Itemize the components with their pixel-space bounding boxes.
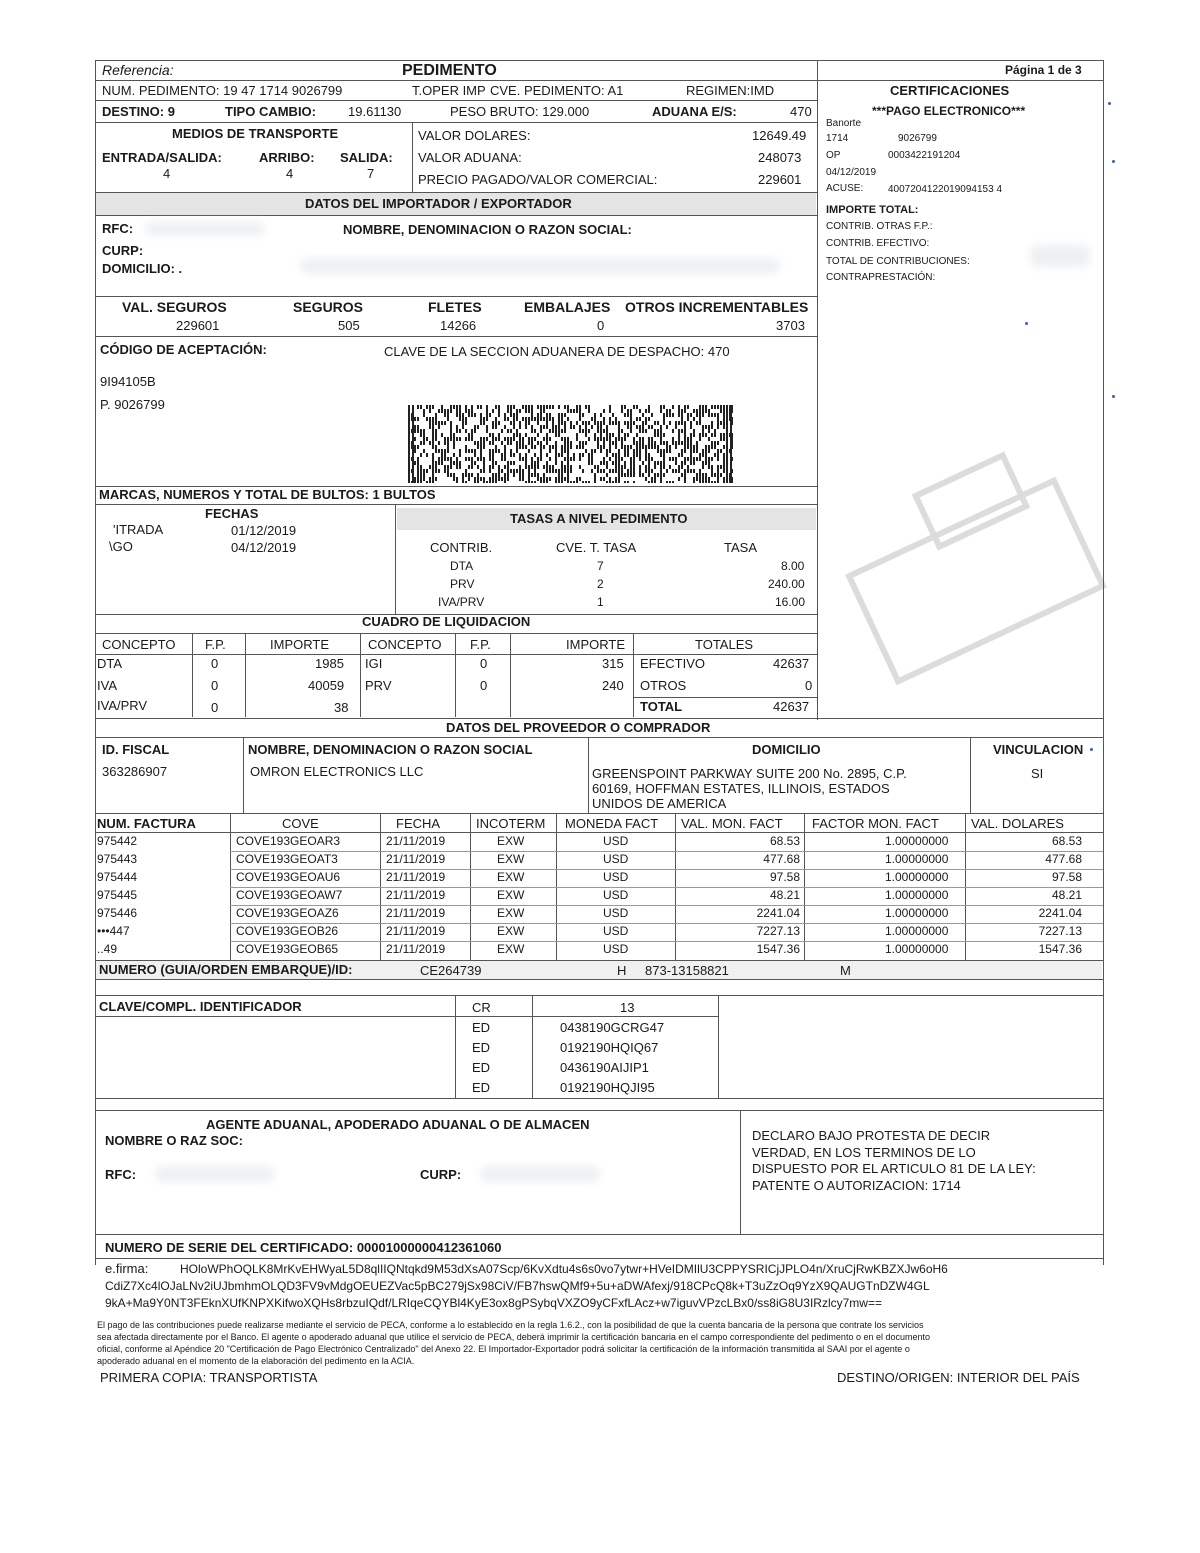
line xyxy=(95,832,1103,833)
liq-concepto-iva: IVA xyxy=(97,678,117,693)
fact-header-val-dol: VAL. DOLARES xyxy=(971,816,1064,831)
factura-cell: EXW xyxy=(497,888,525,902)
factura-cell: COVE193GEOAU6 xyxy=(236,870,341,884)
fecha-entrada-label: 'ITRADA xyxy=(113,522,164,537)
inc-embalajes: 0 xyxy=(597,318,605,333)
line xyxy=(95,654,817,655)
inc-header-seguros: SEGUROS xyxy=(293,299,364,315)
declaro-line-2: VERDAD, EN LOS TERMINOS DE LO xyxy=(752,1145,976,1160)
factura-cell: 477.68 xyxy=(763,852,800,866)
pago-electronico: ***PAGO ELECTRONICO*** xyxy=(872,104,1026,118)
fecha-entrada: 01/12/2019 xyxy=(231,523,297,538)
line xyxy=(740,1110,741,1234)
liq-fp-iva: 0 xyxy=(211,678,219,693)
liquidacion-title: CUADRO DE LIQUIDACION xyxy=(362,614,531,629)
clave-seccion: CLAVE DE LA SECCION ADUANERA DE DESPACHO: 470 xyxy=(384,344,730,359)
line xyxy=(970,737,971,813)
identificador-complemento: 13 xyxy=(620,1000,635,1015)
factura-cell: 975445 xyxy=(97,888,138,902)
factura-cell: EXW xyxy=(497,906,525,920)
frame-left xyxy=(95,60,96,1265)
aduana: 470 xyxy=(790,104,812,119)
declaro-line-1: DECLARO BAJO PROTESTA DE DECIR xyxy=(752,1128,991,1143)
line xyxy=(95,1098,1103,1099)
barcode-2d xyxy=(408,405,733,483)
line xyxy=(245,633,246,717)
factura-cell: 7227.13 xyxy=(1038,924,1082,938)
identificador-label: CLAVE/COMPL. IDENTIFICADOR xyxy=(99,999,302,1014)
nota-line-2: sea afectada directamente por el Banco. El agente o apoderado aduanal que utilice el servicio de PECA, deberá imprimir la certificación bancaria en el campo correspondiente del pedimento o en el documento xyxy=(97,1332,931,1342)
aduana-label: ADUANA E/S: xyxy=(652,104,737,119)
entrada-salida-label: ENTRADA/SALIDA: xyxy=(102,150,222,165)
scan-dot xyxy=(1112,395,1115,398)
factura-cell: ..49 xyxy=(97,942,118,956)
entrada-value: 4 xyxy=(163,166,171,181)
rfc-label: RFC: xyxy=(102,221,134,236)
total-otros: 0 xyxy=(805,678,813,693)
factura-cell: 21/11/2019 xyxy=(386,906,446,920)
tasas-header-cve: CVE. T. TASA xyxy=(556,540,637,555)
factura-cell: USD xyxy=(603,942,629,956)
factura-cell: COVE193GEOAZ6 xyxy=(236,906,339,920)
proveedor-domicilio-2: 60169, HOFFMAN ESTATES, ILLINOIS, ESTADOS xyxy=(592,781,890,796)
factura-cell: 68.53 xyxy=(1051,834,1082,848)
fact-header-num: NUM. FACTURA xyxy=(97,816,196,831)
factura-cell: 1.00000000 xyxy=(885,888,949,902)
importe-total-label: IMPORTE TOTAL: xyxy=(826,204,919,216)
liq-fp-iva-prv: 0 xyxy=(211,700,219,715)
redacted-rfc-agente xyxy=(155,1166,275,1182)
factura-cell: USD xyxy=(603,870,629,884)
row-line xyxy=(230,851,1103,852)
liq-header-concepto-2: CONCEPTO xyxy=(368,637,442,652)
liq-importe-igi: 315 xyxy=(602,656,624,671)
inc-header-embalajes: EMBALAJES xyxy=(524,299,611,315)
peso-bruto: PESO BRUTO: 129.000 xyxy=(450,104,590,119)
factura-cell: 21/11/2019 xyxy=(386,942,446,956)
tipo-cambio: 19.61130 xyxy=(348,104,402,119)
liq-header-concepto: CONCEPTO xyxy=(102,637,176,652)
inc-header-otros: OTROS INCREMENTABLES xyxy=(625,299,809,315)
factura-cell: 1.00000000 xyxy=(885,942,949,956)
tasa-dta-cve: 7 xyxy=(597,559,604,573)
inc-header-val-seguros: VAL. SEGUROS xyxy=(122,299,227,315)
nota-line-1: El pago de las contribuciones puede realizarse mediante el servicio de PECA, conforme a lo establecido en la regla 1.6.2., con la posibilidad de que la cuenta bancaria de la persona que contrate los servicios xyxy=(97,1320,924,1330)
frame-right xyxy=(1103,60,1104,1265)
agente-nombre-label: NOMBRE O RAZ SOC: xyxy=(105,1133,243,1148)
factura-cell: 21/11/2019 xyxy=(386,852,446,866)
factura-cell: USD xyxy=(603,888,629,902)
total-efectivo: 42637 xyxy=(773,656,810,671)
tasa-dta: DTA xyxy=(450,559,474,573)
row-line xyxy=(230,941,1103,942)
line xyxy=(95,1234,1103,1235)
liq-header-fp-2: F.P. xyxy=(470,637,491,652)
redacted-domicilio xyxy=(300,258,780,274)
fact-header-val-mon: VAL. MON. FACT xyxy=(681,816,783,831)
liq-importe-iva-prv: 38 xyxy=(334,700,349,715)
liq-header-fp: F.P. xyxy=(205,637,226,652)
scan-dot xyxy=(1090,748,1093,751)
liq-fp-dta: 0 xyxy=(211,656,219,671)
tipo-cambio-label: TIPO CAMBIO: xyxy=(225,104,316,119)
fact-header-incoterm: INCOTERM xyxy=(476,816,546,831)
liq-importe-dta: 1985 xyxy=(315,656,344,671)
factura-cell: COVE193GEOAR3 xyxy=(236,834,341,848)
codigo-aceptacion-label: CÓDIGO DE ACEPTACIÓN: xyxy=(100,342,267,357)
fact-header-cove: COVE xyxy=(282,816,319,831)
certificaciones-title: CERTIFICACIONES xyxy=(890,83,1010,98)
fecha-pago: 04/12/2019 xyxy=(231,540,297,555)
num-pedimento: NUM. PEDIMENTO: 19 47 1714 9026799 xyxy=(102,83,343,98)
liq-header-totales: TOTALES xyxy=(695,637,754,652)
op-label: OP xyxy=(826,150,841,161)
identificador-clave: ED xyxy=(472,1060,491,1075)
factura-cell: 1547.36 xyxy=(1038,942,1082,956)
precio-pagado-label: PRECIO PAGADO/VALOR COMERCIAL: xyxy=(418,172,658,187)
valor-aduana-label: VALOR ADUANA: xyxy=(418,150,522,165)
valor-aduana: 248073 xyxy=(758,150,802,165)
factura-cell: •••447 xyxy=(97,924,130,938)
proveedor-title: DATOS DEL PROVEEDOR O COMPRADOR xyxy=(446,720,711,735)
cve-pedimento: CVE. PEDIMENTO: A1 xyxy=(490,83,624,98)
liq-concepto-igi: IGI xyxy=(365,656,383,671)
importador-title: DATOS DEL IMPORTADOR / EXPORTADOR xyxy=(305,196,572,211)
factura-cell: EXW xyxy=(497,834,525,848)
contrib-efectivo-label: CONTRIB. EFECTIVO: xyxy=(826,238,930,249)
factura-cell: 975443 xyxy=(97,852,138,866)
factura-cell: 975446 xyxy=(97,906,138,920)
destino-origen: DESTINO/ORIGEN: INTERIOR DEL PAÍS xyxy=(837,1370,1080,1385)
line xyxy=(95,296,817,297)
line xyxy=(633,697,817,698)
contraprestacion-label: CONTRAPRESTACIÓN: xyxy=(826,272,936,283)
proveedor-domicilio-label: DOMICILIO xyxy=(752,742,821,757)
line xyxy=(95,813,1103,814)
line xyxy=(95,979,1103,980)
factura-cell: 477.68 xyxy=(1045,852,1082,866)
tasa-prv-cve: 2 xyxy=(597,577,604,591)
regimen: REGIMEN:IMD xyxy=(686,83,775,98)
factura-cell: 48.21 xyxy=(1051,888,1082,902)
redacted-curp xyxy=(480,1166,600,1182)
factura-cell: USD xyxy=(603,852,629,866)
vinculacion: SI xyxy=(1031,766,1044,781)
tasas-header-contrib: CONTRIB. xyxy=(430,540,493,555)
factura-cell: EXW xyxy=(497,924,525,938)
proveedor-id: 363286907 xyxy=(102,764,168,779)
fact-header-fecha: FECHA xyxy=(396,816,441,831)
marcas-bultos: MARCAS, NUMEROS Y TOTAL DE BULTOS: 1 BULTOS xyxy=(99,487,436,502)
proveedor-domicilio-1: GREENSPOINT PARKWAY SUITE 200 No. 2895, C.P. xyxy=(592,766,907,781)
identificador-clave: CR xyxy=(472,1000,491,1015)
tasas-title: TASAS A NIVEL PEDIMENTO xyxy=(510,511,688,526)
liq-header-importe: IMPORTE xyxy=(270,637,329,652)
line xyxy=(95,80,1103,81)
fechas-title: FECHAS xyxy=(205,506,259,521)
factura-cell: 2241.04 xyxy=(756,906,800,920)
proveedor-nombre: OMRON ELECTRONICS LLC xyxy=(250,764,424,779)
banco: Banorte xyxy=(826,118,862,129)
factura-cell: USD xyxy=(603,906,629,920)
identificador-clave: ED xyxy=(472,1040,491,1055)
curp-label: CURP: xyxy=(102,243,144,258)
line xyxy=(95,633,817,634)
line xyxy=(95,1258,1103,1259)
tasa-prv-value: 240.00 xyxy=(768,577,805,591)
line xyxy=(718,995,719,1098)
line xyxy=(95,122,817,123)
precio-pagado: 229601 xyxy=(758,172,802,187)
factura-cell: 975442 xyxy=(97,834,138,848)
tasa-iva-prv-value: 16.00 xyxy=(775,595,806,609)
line xyxy=(95,1016,718,1017)
line xyxy=(455,633,456,717)
destino: DESTINO: 9 xyxy=(102,104,175,119)
factura-cell: EXW xyxy=(497,942,525,956)
liq-header-importe-2: IMPORTE xyxy=(566,637,625,652)
factura-cell: 97.58 xyxy=(769,870,800,884)
factura-cell: 1.00000000 xyxy=(885,924,949,938)
acuse-value: 4007204122019094153 4 xyxy=(888,184,1003,195)
id-fiscal-label: ID. FISCAL xyxy=(102,742,170,757)
tipo-operacion: T.OPER IMP xyxy=(412,83,486,98)
inc-header-fletes: FLETES xyxy=(428,299,482,315)
referencia-label: Referencia: xyxy=(102,62,174,78)
tasa-dta-value: 8.00 xyxy=(781,559,805,573)
arribo-value: 4 xyxy=(286,166,294,181)
p-pedimento: P. 9026799 xyxy=(100,397,165,412)
identificador-complemento: 0438190GCRG47 xyxy=(560,1020,665,1035)
inc-fletes: 14266 xyxy=(440,318,477,333)
identificador-clave: ED xyxy=(472,1080,491,1095)
numero-serie-certificado: NUMERO DE SERIE DEL CERTIFICADO: 00001000000412361060 xyxy=(105,1240,502,1255)
valor-dolares: 12649.49 xyxy=(752,128,807,143)
guia-value: CE264739 xyxy=(420,963,482,978)
factura-cell: USD xyxy=(603,834,629,848)
proveedor-nombre-label: NOMBRE, DENOMINACION O RAZON SOCIAL xyxy=(248,742,533,757)
tasas-header-tasa: TASA xyxy=(724,540,757,555)
vinculacion-label: VINCULACION xyxy=(993,742,1084,757)
document-title: PEDIMENTO xyxy=(402,62,497,79)
total-otros-label: OTROS xyxy=(640,678,687,693)
line xyxy=(243,737,244,813)
total-contrib-label: TOTAL DE CONTRIBUCIONES: xyxy=(826,256,970,267)
liq-importe-iva: 40059 xyxy=(308,678,345,693)
cert-pedimento: 9026799 xyxy=(898,133,937,144)
agente-rfc-label: RFC: xyxy=(105,1167,137,1182)
line xyxy=(360,633,361,717)
factura-cell: 68.53 xyxy=(769,834,800,848)
inc-seguros: 505 xyxy=(338,318,360,333)
fecha-pago-label: \GO xyxy=(109,539,133,554)
tasa-iva-prv-cve: 1 xyxy=(597,595,604,609)
scan-dot xyxy=(1025,322,1028,325)
factura-cell: 1.00000000 xyxy=(885,852,949,866)
factura-cell: 21/11/2019 xyxy=(386,888,446,902)
inc-otros: 3703 xyxy=(776,318,805,333)
frame-top xyxy=(95,60,1103,61)
line xyxy=(95,215,817,216)
identificador-clave: ED xyxy=(472,1020,491,1035)
domicilio-label: DOMICILIO: . xyxy=(102,261,183,276)
cert-divider xyxy=(817,60,818,720)
valor-dolares-label: VALOR DOLARES: xyxy=(418,128,531,143)
factura-cell: 1.00000000 xyxy=(885,834,949,848)
proveedor-domicilio-3: UNIDOS DE AMERICA xyxy=(592,796,727,811)
acuse-label: ACUSE: xyxy=(826,183,864,194)
liq-fp-igi: 0 xyxy=(480,656,488,671)
factura-cell: 21/11/2019 xyxy=(386,834,446,848)
line xyxy=(192,633,193,717)
factura-cell: USD xyxy=(603,924,629,938)
tasa-prv: PRV xyxy=(450,577,475,591)
liq-concepto-iva-prv: IVA/PRV xyxy=(97,698,148,713)
arribo-label: ARRIBO: xyxy=(259,150,315,165)
factura-cell: 2241.04 xyxy=(1038,906,1082,920)
line xyxy=(532,995,533,1098)
efirma-line-3: 9kA+Ma9Y0NT3FEknXUfKNPXKifwoXQHs8rbzuIQdf/LRIqeCQYBl4KyE3ox8gPSybqVXZO9yCFxfLAcz+w7iguvVPzcLBx0/ss8iG8U3IRzlcy7mw== xyxy=(105,1296,882,1310)
factura-cell: COVE193GEOB26 xyxy=(236,924,339,938)
tasa-iva-prv: IVA/PRV xyxy=(438,595,485,609)
factura-cell: 21/11/2019 xyxy=(386,870,446,884)
redacted-area xyxy=(1030,245,1090,267)
factura-cell: COVE193GEOB65 xyxy=(236,942,339,956)
razon-social-label: NOMBRE, DENOMINACION O RAZON SOCIAL: xyxy=(343,222,632,237)
op-value: 0003422191204 xyxy=(888,150,961,161)
nota-line-3: oficial, conforme al Apéndice 20 "Certificación de Pago Electrónico Centralizado" del Anexo 22. El Importador-Exportador podrá solicitar la certificación de la información transmitida al SAAI por el agente o xyxy=(97,1344,910,1354)
line xyxy=(95,1110,1103,1111)
line xyxy=(95,995,1103,996)
factura-cell: 1547.36 xyxy=(756,942,800,956)
row-line xyxy=(230,923,1103,924)
transporte-title: MEDIOS DE TRANSPORTE xyxy=(172,126,339,141)
fact-header-moneda: MONEDA FACT xyxy=(565,816,659,831)
scan-dot xyxy=(1108,102,1111,105)
factura-cell: 1.00000000 xyxy=(885,906,949,920)
line xyxy=(588,737,589,813)
cert-patente: 1714 xyxy=(826,133,849,144)
factura-cell: COVE193GEOAT3 xyxy=(236,852,338,866)
line xyxy=(95,737,1103,738)
efirma-line-2: CdiZ7Xc4lOJaLNv2iUJbmhmOLQD3FV9vMdgOEUEZVac5pBC279jSx98CiV/FB7hswQMf9+5u+aDWAfexj/918CPcQ8k+T3uZzOq9YzX9QAUGTnDZW4GL xyxy=(105,1279,930,1293)
declaro-line-4: PATENTE O AUTORIZACION: 1714 xyxy=(752,1178,961,1193)
total-label: TOTAL xyxy=(640,699,683,714)
contrib-otras-label: CONTRIB. OTRAS F.P.: xyxy=(826,221,933,232)
page-number: Página 1 de 3 xyxy=(1005,63,1082,77)
liq-concepto-dta: DTA xyxy=(97,656,123,671)
salida-label: SALIDA: xyxy=(340,150,393,165)
scan-dot xyxy=(1112,160,1115,163)
line xyxy=(95,336,817,337)
row-line xyxy=(230,905,1103,906)
factura-cell: 7227.13 xyxy=(756,924,800,938)
agente-title: AGENTE ADUANAL, APODERADO ADUANAL O DE ALMACEN xyxy=(206,1117,590,1132)
liq-importe-prv: 240 xyxy=(602,678,624,693)
redacted-rfc xyxy=(145,222,265,236)
liq-fp-prv: 0 xyxy=(480,678,488,693)
codigo-aceptacion: 9I94105B xyxy=(100,374,156,389)
primera-copia: PRIMERA COPIA: TRANSPORTISTA xyxy=(100,1370,318,1385)
line xyxy=(395,505,396,615)
factura-cell: COVE193GEOAW7 xyxy=(236,888,343,902)
total-value: 42637 xyxy=(773,699,810,714)
inc-val-seguros: 229601 xyxy=(176,318,220,333)
total-efectivo-label: EFECTIVO xyxy=(640,656,706,671)
line xyxy=(95,718,1103,719)
factura-cell: 975444 xyxy=(97,870,138,884)
factura-cell: 97.58 xyxy=(1051,870,1082,884)
declaro-line-3: DISPUESTO POR EL ARTICULO 81 DE LA LEY: xyxy=(752,1161,1036,1176)
row-line xyxy=(230,887,1103,888)
factura-cell: 1.00000000 xyxy=(885,870,949,884)
guia-h-value: 873-13158821 xyxy=(645,963,729,978)
guia-label: NUMERO (GUIA/ORDEN EMBARQUE)/ID: xyxy=(99,962,353,977)
line xyxy=(95,504,817,505)
factura-cell: 21/11/2019 xyxy=(386,924,446,938)
line xyxy=(633,633,634,717)
liq-concepto-prv: PRV xyxy=(365,678,392,693)
factura-cell: EXW xyxy=(497,852,525,866)
efirma-label: e.firma: xyxy=(105,1261,149,1276)
cert-fecha: 04/12/2019 xyxy=(826,167,877,178)
identificador-complemento: 0436190AIJIP1 xyxy=(560,1060,649,1075)
factura-cell: EXW xyxy=(497,870,525,884)
guia-h: H xyxy=(617,963,627,978)
row-line xyxy=(230,869,1103,870)
line xyxy=(95,100,817,101)
nota-line-4: apoderado aduanal en el momento de la elaboración del pedimento en la ACIA. xyxy=(97,1356,415,1366)
agente-curp-label: CURP: xyxy=(420,1167,462,1182)
fact-header-factor: FACTOR MON. FACT xyxy=(812,816,939,831)
line xyxy=(412,122,413,192)
line xyxy=(510,633,511,717)
factura-cell: 48.21 xyxy=(769,888,800,902)
guia-m: M xyxy=(840,963,851,978)
line xyxy=(455,995,456,1098)
efirma-line-1: HOloWPhOQLK8MrKvEHWyaL5D8qlIIQNtqkd9M53dXsA07Scp/6KvXdtu4s6s0vo7ytwr+HVeIDMIlU3CPPYSRICjJPLO4n/XruCjRwKBZXJw6oH6 xyxy=(180,1262,948,1276)
salida-value: 7 xyxy=(367,166,375,181)
identificador-complemento: 0192190HQIQ67 xyxy=(560,1040,659,1055)
identificador-complemento: 0192190HQJI95 xyxy=(560,1080,655,1095)
